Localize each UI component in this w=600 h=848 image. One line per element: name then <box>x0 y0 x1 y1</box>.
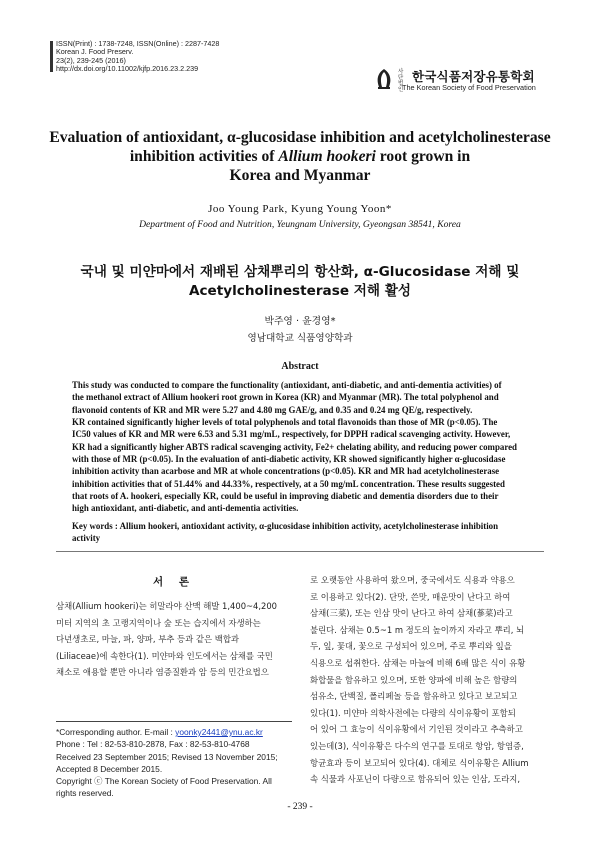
abstract-line: flavonoid contents of KR and MR were 5.27 and 4.80 mg GAE/g, and 0.35 and 0.24 mg QE/g, respectively. <box>72 404 473 415</box>
logo-english-name: The Korean Society of Food Preservation <box>402 83 536 92</box>
issn-line: ISSN(Print) : 1738-7248, ISSN(Online) : 2287-7428 <box>56 39 220 48</box>
intro-line: 삼채(Allium hookeri)는 히말라야 산맥 해발 1,400~4,200 <box>56 601 278 611</box>
title-en-line-3: Korea and Myanmar <box>229 167 371 184</box>
abstract-line: inhibition activity than acarbose and MR at whole concentrations (p<0.05). KR and MR had acetylcholinesterase <box>72 466 500 477</box>
corresponding-line: *Corresponding author. E-mail : yoonky2441@ynu.ac.kr <box>56 727 263 737</box>
abstract-line: KR had a significantly higher ABTS radical scavenging activity, Fe2+ chelating ability, and reducing power compared <box>72 441 517 452</box>
abstract-line: This study was conducted to compare the functionality (antioxidant, anti-diabetic, and anti-dementia activities) of <box>72 380 502 390</box>
abstract-line: with those of MR (p<0.05). In the evaluation of anti-diabetic activity, KR showed significantly higher α-glucosidase <box>72 454 506 465</box>
intro-line: 속 식물과 사포닌이 다량으로 함유되어 있는 인삼, 도라지, <box>310 774 521 785</box>
received-line: Received 23 September 2015; Revised 13 November 2015; <box>56 751 278 762</box>
intro-line: 있다(1). 미얀마 의학사전에는 다량의 식이유황이 포함되 <box>310 707 516 718</box>
phone-line: Phone : Tel : 82-53-810-2878, Fax : 82-53-810-4768 <box>56 739 250 750</box>
intro-line: 식용으로 섭취한다. 삼채는 마늘에 비해 6배 많은 식이 유황 <box>310 657 526 668</box>
abstract-line: KR contained significantly higher levels of total polyphenols and total flavonoids than those of MR (p<0.05). The <box>72 417 498 428</box>
abstract-line: high antioxidant, anti-diabetic, and anti-dementia activities. <box>72 503 299 514</box>
meta-bar <box>50 41 53 72</box>
paper-title-en <box>40 128 560 185</box>
title-en-line-1: Evaluation of antioxidant, α-glucosidase inhibition and acetylcholinesterase <box>49 129 551 146</box>
intro-line: 두, 잎, 꽃대, 꽃으로 구성되어 있으며, 주로 뿌리와 잎을 <box>310 641 512 652</box>
logo-small-text: 사단법인 <box>398 69 404 93</box>
paper-title-ko <box>40 263 560 301</box>
intro-left-column <box>56 574 292 681</box>
abstract-line: inhibition activities that of 51.44% and 44.33%, respectively, at a 50 mg/mL concentration. These results suggested <box>72 478 505 489</box>
society-logo-icon <box>374 68 394 90</box>
keywords-line-2: activity <box>72 533 101 544</box>
page-number: - 239 - <box>287 802 313 812</box>
title-species: Allium hookeri <box>278 148 376 165</box>
logo-korean-name: 한국식품저장유통학회 <box>412 69 535 84</box>
journal-meta <box>56 40 219 74</box>
affiliation-ko: 영남대학교 식품영양학과 <box>247 333 353 344</box>
intro-heading: 서 론 <box>153 576 195 588</box>
title-ko-line-2: Acetylcholinesterase 저해 활성 <box>188 283 412 299</box>
intro-right-column <box>310 572 546 788</box>
intro-line: 있는데(3), 식이유황은 다수의 연구를 토대로 항암, 항염증, <box>310 740 524 751</box>
authors-en: Joo Young Park, Kyung Young Yoon* <box>208 203 392 215</box>
intro-left-text <box>56 598 292 681</box>
volume-line: 23(2), 239-245 (2016) <box>56 55 126 65</box>
section-divider <box>56 551 544 552</box>
abstract-body <box>72 379 532 515</box>
keywords-line-1 <box>72 520 532 532</box>
authors-ko: 박주영 · 윤경영* <box>264 316 336 327</box>
copyright-line-2: rights reserved. <box>56 788 114 799</box>
accepted-line: Accepted 8 December 2015. <box>56 763 163 774</box>
keywords-list: Allium hookeri, antioxidant activity, α-glucosidase inhibition activity, acetylcholinesterase inhibition <box>117 521 499 531</box>
abstract-line: that roots of A. hookeri, especially KR, could be useful in improving diabetic and dementia disorders due to their <box>72 491 499 502</box>
title-en-line-2: inhibition activities of Allium hookeri root grown in <box>129 148 471 165</box>
journal-name-line: Korean J. Food Preserv. <box>56 47 134 57</box>
abstract-line: IC50 values of KR and MR were 6.53 and 5.31 mg/mL, respectively, for DPPH radical scavenging activity. However, <box>72 429 511 440</box>
intro-line: 항균효과 등이 보고되어 있다(4). 대체로 식이유황은 Allium <box>310 757 529 768</box>
society-logo <box>374 68 554 94</box>
intro-line: (Liliaceae)에 속한다(1). 미얀마와 인도에서는 삼채를 국민 <box>56 650 273 661</box>
affiliation-en: Department of Food and Nutrition, Yeungnam University, Gyeongsan 38541, Korea <box>139 219 461 230</box>
intro-line: 화합물을 함유하고 있으며, 또한 양파에 비해 높은 함량의 <box>310 674 518 685</box>
intro-line: 채소로 애용할 뿐만 아니라 염증질환과 암 등의 민간요법으 <box>56 667 269 678</box>
intro-line: 삼채(三菜), 또는 인삼 맛이 난다고 하여 삼채(蔘菜)라고 <box>310 608 513 619</box>
email-link[interactable]: yoonky2441@ynu.ac.kr <box>175 727 263 737</box>
intro-line: 섬유소, 단백질, 폴리페놀 등을 함유하고 있다고 보고되고 <box>310 691 518 702</box>
keywords-label: Key words : <box>72 521 118 531</box>
keywords <box>72 520 532 545</box>
intro-line: 미터 지역의 초 고랭지역이나 숲 또는 습지에서 자생하는 <box>56 617 261 628</box>
intro-line: 불린다. 삼채는 0.5~1 m 정도의 높이까지 자라고 뿌리, 뇌 <box>310 624 525 635</box>
abstract-heading: Abstract <box>281 361 319 372</box>
title-ko-line-1: 국내 및 미얀마에서 재배된 삼채뿌리의 항산화, α-Glucosidase 저해 및 <box>80 264 520 280</box>
intro-line: 로 오랫동안 사용하여 왔으며, 중국에서도 식용과 약용으 <box>310 575 515 585</box>
intro-line: 로 이용하고 있다(2). 단맛, 쓴맛, 매운맛이 난다고 하여 <box>310 591 511 602</box>
intro-line: 다년생초로, 마늘, 파, 양파, 부추 등과 같은 백합과 <box>56 634 239 645</box>
abstract-line: the methanol extract of Allium hookeri root grown in Korea (KR) and Myanmar (MR). The total polyphenol and <box>72 392 499 403</box>
intro-right-text <box>310 572 546 788</box>
intro-line: 어 있어 그 효능이 식이유황에서 기인된 것이라고 추측하고 <box>310 724 523 735</box>
copyright-line: Copyright ⓒ The Korean Society of Food Preservation. All <box>56 776 272 787</box>
doi-line[interactable]: http://dx.doi.org/10.11002/kjfp.2016.23.2.239 <box>56 64 199 74</box>
footnote-divider <box>56 721 292 722</box>
footnote <box>56 726 292 800</box>
